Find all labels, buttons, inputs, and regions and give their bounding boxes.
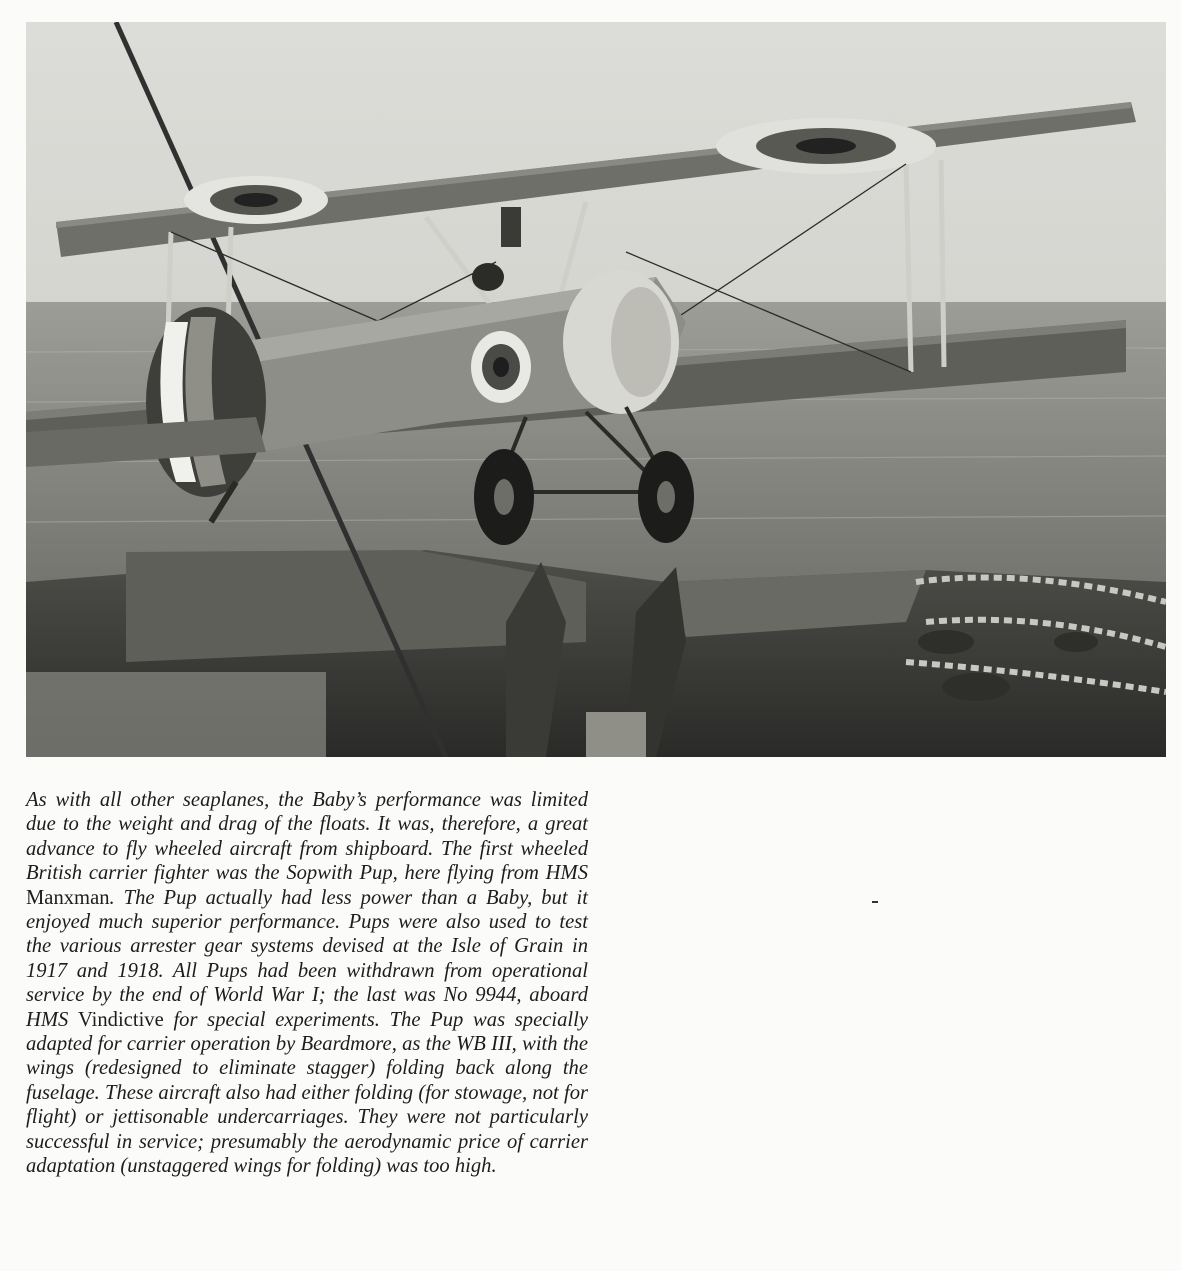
ship-name-manxman: Manxman bbox=[26, 886, 110, 909]
print-speck bbox=[872, 901, 878, 903]
caption-text-part-1: As with all other seaplanes, the Baby’s performance was limited due to the weight and drag of the floats. It was, therefore, a great advance to fly wheeled aircraft from shipboard. The first wheeled British carrier fighter was the Sopwith Pup, here flying from HMS bbox=[26, 789, 588, 885]
caption-text-part-2: . The Pup actually had less power than a Baby, but it enjoyed much superior performance. Pups were also used to test the various arrester gear systems devised at the Isle of Grain in 1917 and 1918. All Pups had been withdrawn from operational service by the end of World War I; the last was No 9944, aboard HMS bbox=[26, 886, 588, 1031]
ship-name-vindictive: Vindictive bbox=[78, 1008, 164, 1031]
caption-text-part-3: for special experiments. The Pup was specially adapted for carrier operation by Beardmore, as the WB III, with the wings (redesigned to eliminate stagger) folding back along the fuselage. These aircraft also had either folding (for stowage, not for flight) or jettisonable undercarriages. They were not particularly successful in service; presumably the aerodynamic price of carrier adaptation (unstaggered wings for folding) was too high. bbox=[26, 1008, 588, 1178]
photo-illustration bbox=[26, 22, 1166, 757]
photo-caption bbox=[26, 788, 588, 1179]
biplane-photo bbox=[26, 22, 1166, 757]
